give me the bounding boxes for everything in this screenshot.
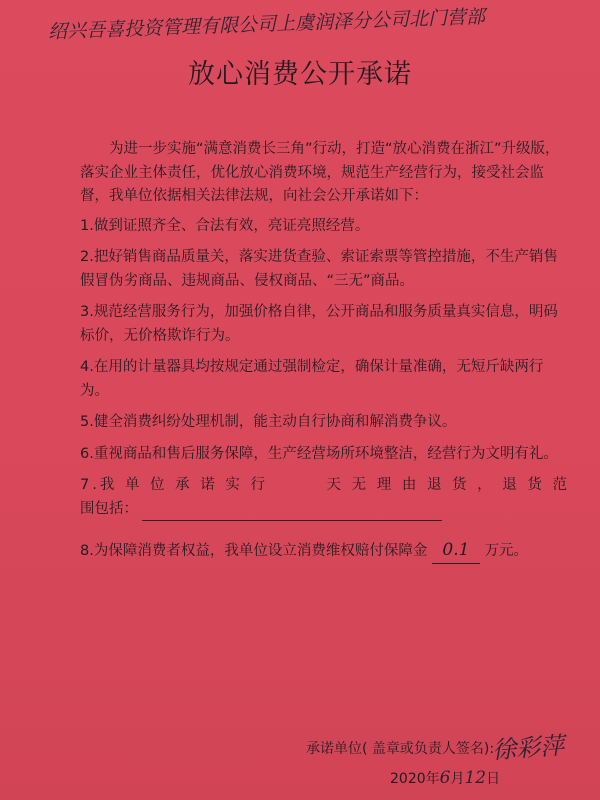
- pledge-item-7: [80, 474, 570, 521]
- pledge-item-2: 2.把好销售商品质量关，落实进货查验、索证索票等管控措施，不生产销售假冒伪劣商品、违规商品、侵权商品、“三无”商品。: [80, 249, 558, 289]
- document-title: 放心消费公开承诺: [188, 59, 412, 90]
- handwritten-signature: 徐彩萍: [491, 731, 566, 765]
- date-month-unit: 月: [450, 771, 465, 787]
- date-day: 12: [464, 768, 487, 788]
- pledge-item-1: 1.做到证照齐全、合法有效，亮证亮照经营。: [80, 217, 370, 234]
- guarantee-amount: 0.1: [432, 539, 480, 564]
- pledge-item-3: 3.规范经营服务行为，加强价格自律，公开商品和服务质量真实信息，明码标价，无价格欺诈行为。: [80, 304, 558, 344]
- item8-prefix: 8.为保障消费者权益，我单位设立消费维权赔付保障金: [80, 543, 428, 559]
- item7-part1: 7.我 单 位 承 诺 实 行: [80, 477, 268, 493]
- item8-unit: 万元。: [484, 543, 529, 559]
- pledge-item-6: 6.重视商品和售后服务保障，生产经营场所环境整洁，经营行为文明有礼。: [80, 445, 558, 462]
- document-body: [80, 138, 570, 572]
- pledge-item-4: 4.在用的计量器具均按规定通过强制检定，确保计量准确，无短斤缺两行为。: [80, 359, 544, 399]
- item7-scope-label: 围包括：: [80, 500, 138, 517]
- scope-blank-line: [142, 502, 442, 521]
- date-year: 2020年: [390, 771, 440, 787]
- pledge-item-5: 5.健全消费纠纷处理机制，能主动自行协商和解消费争议。: [80, 414, 457, 430]
- item7-line: [80, 474, 570, 498]
- date-day-unit: 日: [486, 771, 501, 787]
- intro-paragraph: 为进一步实施“满意消费长三角”行动，打造“放心消费在浙江”升级版，落实企业主体责任，优化放心消费环境，规范生产经营行为，接受社会监督，我单位依据相关法律法规，向社会公开承诺如下：: [80, 141, 560, 204]
- date-month: 6: [439, 768, 451, 788]
- pledge-item-8: [80, 539, 570, 564]
- item7-part2: 天 无 理 由 退 货 ， 退 货 范: [326, 477, 570, 493]
- signing-date: [390, 768, 500, 788]
- item7-scope-row: [80, 498, 570, 522]
- handwritten-company-name: 绍兴吾喜投资管理有限公司上虞润泽分公司北门营部: [47, 5, 486, 44]
- signing-unit-label: 承诺单位( 盖章或负责人签名):: [306, 741, 495, 757]
